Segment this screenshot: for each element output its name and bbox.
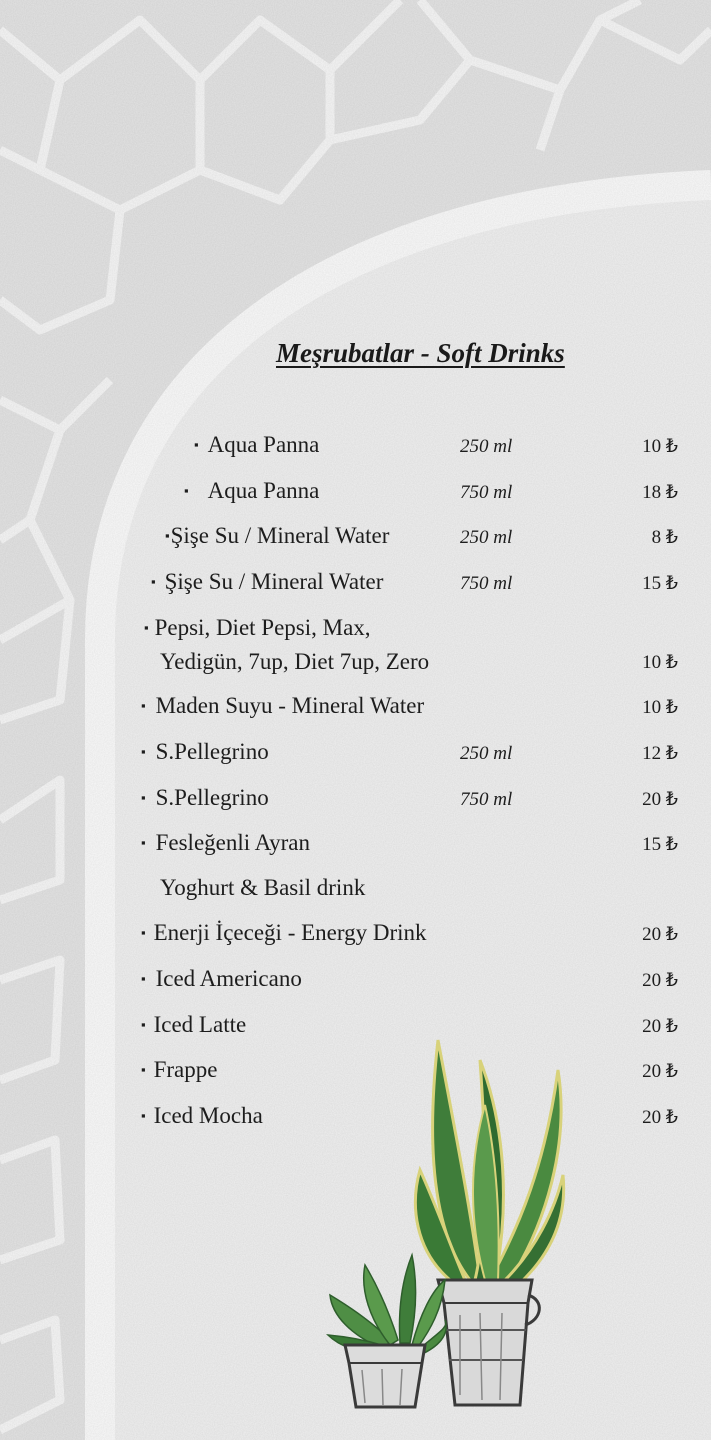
item-name: S.Pellegrino xyxy=(155,785,269,810)
item-name: Aqua Panna xyxy=(207,478,320,503)
item-size: 750 ml xyxy=(460,789,513,810)
item-price: 20 ₺ xyxy=(642,789,678,810)
list-item xyxy=(151,567,383,597)
item-name: Iced Mocha xyxy=(153,1103,263,1128)
item-name: Aqua Panna xyxy=(207,432,320,457)
item-price: 15 ₺ xyxy=(642,834,678,855)
bullet-icon: ▪ xyxy=(141,1108,146,1123)
bullet-icon: ▪ xyxy=(144,620,149,635)
bullet-icon: ▪ xyxy=(194,437,199,452)
item-name: Iced Latte xyxy=(153,1012,247,1037)
menu-title: Meşrubatlar - Soft Drinks xyxy=(276,338,565,368)
tall-pot xyxy=(438,1280,539,1405)
list-item xyxy=(165,521,389,551)
list-item xyxy=(141,1010,246,1040)
bullet-icon: ▪ xyxy=(141,1017,146,1032)
item-name: Enerji İçeceği - Energy Drink xyxy=(153,920,427,945)
item-name-line2: Yedigün, 7up, Diet 7up, Zero xyxy=(160,649,430,674)
list-item xyxy=(144,613,371,643)
list-item-continued xyxy=(160,647,429,677)
item-size: 750 ml xyxy=(460,573,513,594)
bullet-icon: ▪ xyxy=(141,835,146,850)
bullet-icon: ▪ xyxy=(141,698,146,713)
list-item xyxy=(141,1055,217,1085)
small-pot xyxy=(345,1345,425,1407)
item-price: 18 ₺ xyxy=(642,482,678,503)
item-price: 15 ₺ xyxy=(642,573,678,594)
item-name: Frappe xyxy=(153,1057,218,1082)
item-price: 12 ₺ xyxy=(642,743,678,764)
item-price: 20 ₺ xyxy=(642,924,678,945)
potted-plants-illustration xyxy=(320,1035,580,1420)
item-name: S.Pellegrino xyxy=(155,739,269,764)
item-size: 250 ml xyxy=(460,527,513,548)
item-name: Fesleğenli Ayran xyxy=(155,830,310,855)
item-size: 250 ml xyxy=(460,743,513,764)
item-name: Iced Americano xyxy=(155,966,302,991)
list-item xyxy=(141,918,427,948)
item-name: Şişe Su / Mineral Water xyxy=(164,569,384,594)
snake-plant xyxy=(415,1040,563,1285)
list-item xyxy=(141,737,269,767)
item-price: 8 ₺ xyxy=(651,527,678,548)
item-price: 10 ₺ xyxy=(642,697,678,718)
item-size: 250 ml xyxy=(460,436,513,457)
item-name: Maden Suyu - Mineral Water xyxy=(155,693,425,718)
item-price: 20 ₺ xyxy=(642,1016,678,1037)
list-item xyxy=(194,430,319,460)
list-item xyxy=(141,691,424,721)
bullet-icon: ▪ xyxy=(141,971,146,986)
bullet-icon: ▪ xyxy=(141,744,146,759)
item-name: Pepsi, Diet Pepsi, Max, xyxy=(154,615,371,640)
list-item xyxy=(184,476,319,506)
list-item xyxy=(141,828,310,858)
item-price: 10 ₺ xyxy=(642,436,678,457)
item-price: 20 ₺ xyxy=(642,1107,678,1128)
item-name-line2: Yoghurt & Basil drink xyxy=(160,875,366,900)
bullet-icon: ▪ xyxy=(151,574,156,589)
bullet-icon: ▪ xyxy=(141,1062,146,1077)
item-price: 20 ₺ xyxy=(642,1061,678,1082)
list-item xyxy=(141,783,269,813)
list-item-continued xyxy=(160,873,365,903)
bullet-icon: ▪ xyxy=(165,528,170,543)
succulent xyxy=(328,1255,446,1355)
item-name: Şişe Su / Mineral Water xyxy=(170,523,390,548)
item-price: 10 ₺ xyxy=(642,652,678,673)
list-item xyxy=(141,1101,263,1131)
bullet-icon: ▪ xyxy=(184,483,189,498)
bullet-icon: ▪ xyxy=(141,790,146,805)
list-item xyxy=(141,964,302,994)
item-size: 750 ml xyxy=(460,482,513,503)
bullet-icon: ▪ xyxy=(141,925,146,940)
item-price: 20 ₺ xyxy=(642,970,678,991)
